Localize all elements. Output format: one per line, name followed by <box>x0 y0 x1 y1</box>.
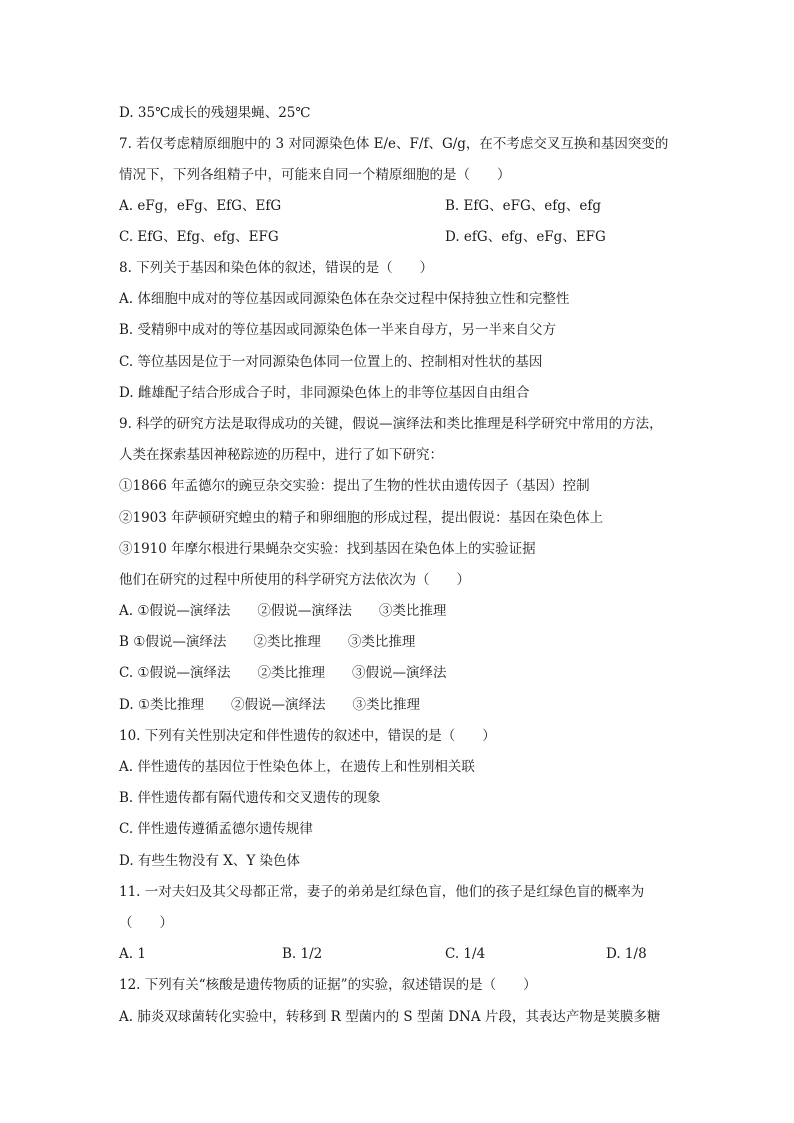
q7-option-c: C. EfG、Efg、efg、EFG <box>119 229 279 245</box>
q7-stem-line1: 7. 若仅考虑精原细胞中的 3 对同源染色体 E/e、F/f、G/g，在不考虑交叉互换和基因突变的 <box>119 136 669 152</box>
q8-option-d: D. 雌雄配子结合形成合子时，非同源染色体上的非等位基因自由组合 <box>119 385 530 401</box>
q7-option-b: B. EfG、eFG、efg、efg <box>445 198 602 214</box>
q10-option-d: D. 有些生物没有 X、Y 染色体 <box>119 853 301 869</box>
q9-option-c: C. ①假说—演绎法 ②类比推理 ③假说—演绎法 <box>119 665 447 681</box>
q9-stem-line2: 人类在探索基因神秘踪迹的历程中，进行了如下研究： <box>119 447 443 463</box>
q7-stem-line2: 情况下，下列各组精子中，可能来自同一个精原细胞的是（ ） <box>119 167 511 183</box>
q9-item-3: ③1910 年摩尔根进行果蝇杂交实验：找到基因在染色体上的实验证据 <box>119 541 536 557</box>
q8-stem: 8. 下列关于基因和染色体的叙述，错误的是（ ） <box>119 260 434 276</box>
q11-option-c: C. 1/4 <box>445 946 486 962</box>
q10-stem: 10. 下列有关性别决定和伴性遗传的叙述中，错误的是（ ） <box>119 728 496 744</box>
q11-stem-line2: （ ） <box>119 915 173 931</box>
q12-option-a: A. 肺炎双球菌转化实验中，转移到 R 型菌内的 S 型菌 DNA 片段，其表达产物是荚膜多糖 <box>119 1009 661 1025</box>
q7-option-d: D. efG、efg、eFg、EFG <box>445 229 606 245</box>
q9-option-b: B ①假说—演绎法 ②类比推理 ③类比推理 <box>119 634 416 650</box>
q8-option-b: B. 受精卵中成对的等位基因或同源染色体一半来自母方，另一半来自父方 <box>119 322 557 338</box>
q10-option-a: A. 伴性遗传的基因位于性染色体上，在遗传上和性别相关联 <box>119 759 475 775</box>
q9-stem-line1: 9. 科学的研究方法是取得成功的关键，假说—演绎法和类比推理是科学研究中常用的方法， <box>119 416 663 432</box>
q11-stem-line1: 11. 一对夫妇及其父母都正常，妻子的弟弟是红绿色盲，他们的孩子是红绿色盲的概率为 <box>119 884 645 900</box>
q9-item-2: ②1903 年萨顿研究蝗虫的精子和卵细胞的形成过程，提出假说：基因在染色体上 <box>119 510 604 526</box>
q10-option-c: C. 伴性遗传遵循孟德尔遗传规律 <box>119 821 313 837</box>
q11-option-d: D. 1/8 <box>606 946 647 962</box>
q9-item-1: ①1866 年孟德尔的豌豆杂交实验：提出了生物的性状由遗传因子（基因）控制 <box>119 478 590 494</box>
q9-option-a: A. ①假说—演绎法 ②假说—演绎法 ③类比推理 <box>119 603 447 619</box>
q12-stem: 12. 下列有关“核酸是遗传物质的证据”的实验，叙述错误的是（ ） <box>119 977 537 993</box>
q11-option-b: B. 1/2 <box>282 946 323 962</box>
q9-question: 他们在研究的过程中所使用的科学研究方法依次为（ ） <box>119 572 470 588</box>
q6-option-d: D. 35℃成长的残翅果蝇、25℃ <box>119 105 311 121</box>
q7-option-a: A. eFg，eFg、EfG、EfG <box>119 198 282 214</box>
q11-option-a: A. 1 <box>119 946 146 962</box>
q8-option-a: A. 体细胞中成对的等位基因或同源染色体在杂交过程中保持独立性和完整性 <box>119 291 570 307</box>
q8-option-c: C. 等位基因是位于一对同源染色体同一位置上的、控制相对性状的基因 <box>119 354 543 370</box>
q9-option-d: D. ①类比推理 ②假说—演绎法 ③类比推理 <box>119 697 421 713</box>
q10-option-b: B. 伴性遗传都有隔代遗传和交叉遗传的现象 <box>119 790 381 806</box>
